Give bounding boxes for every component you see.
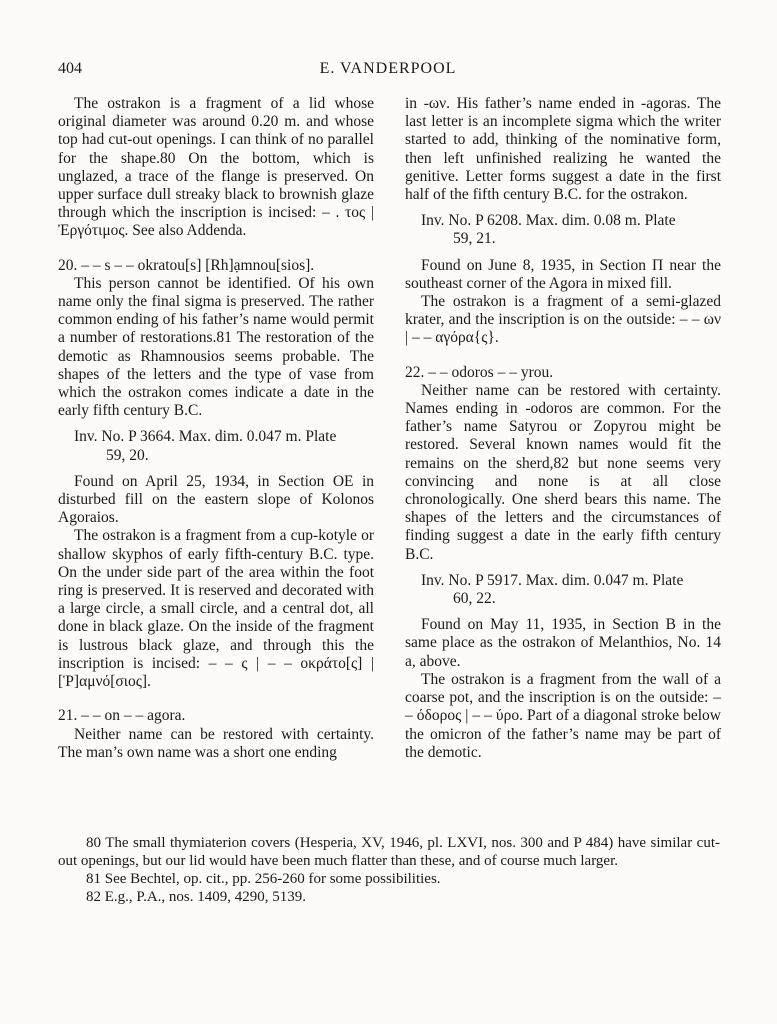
- page-number: 404: [58, 60, 82, 77]
- entry-21-description: The ostrakon is a fragment of a semi-glazed krater, and the inscription is on the outside: – – ων | – – αγόρα{ς}.: [405, 293, 721, 347]
- entry-21-inventory: Inv. No. P 6208. Max. dim. 0.08 m. Plate 59, 21.: [421, 212, 676, 248]
- page-header: [58, 60, 718, 82]
- entry-21-findspot: Found on June 8, 1935, in Section Π near the southeast corner of the Agora in mixed fill.: [405, 256, 721, 292]
- entry-20-discussion: This person cannot be identified. Of his own name only the final sigma is preserved. The rather common ending of his father’s name would permit a number of restorations.81 The restoration of the demotic as Rhamnousios seems probable. The shapes of the letters and the type of vase from which the ostrakon comes indicate a date in the early fifth century B.C.: [58, 274, 374, 420]
- footnotes: [58, 834, 720, 906]
- entry-22-description: The ostrakon is a fragment from the wall of a coarse pot, and the inscription is on the outside: – – όδορος | – – ύρο. Part of a diagonal stroke below the omicron of the father’s name may be part of the demotic.: [405, 670, 721, 761]
- entry-20-findspot: Found on April 25, 1934, in Section ΟΕ in disturbed fill on the eastern slope of Kolonos Agoraios.: [58, 472, 374, 527]
- running-title: E. VANDERPOOL: [319, 60, 457, 77]
- entry-number: 21.: [58, 707, 78, 725]
- footnote-80: 80 The small thymiaterion covers (Hesperia, XV, 1946, pl. LXVI, nos. 300 and P 484) have similar cut-out openings, but our lid would have been much flatter than these, and of course much larger.: [58, 835, 720, 869]
- entry-22-inventory: Inv. No. P 5917. Max. dim. 0.047 m. Plate 60, 22.: [421, 571, 684, 608]
- entry-number: 22.: [405, 363, 425, 381]
- entry-20-heading: [58, 257, 374, 275]
- entry-20-description: The ostrakon is a fragment from a cup-kotyle or shallow skyphos of early fifth-century B.C. type. On the under side part of the area within the foot ring is preserved. It is reserved and decorated with a large circle, a small circle, and a central dot, all done in black glaze. On the inside of the fragment is lustrous black glaze, and through this the inscription is incised: – – ς | – – οκράτο[ς] | [Ῥ]αμνό[σιος].: [58, 527, 374, 691]
- entry-22-heading: [405, 364, 721, 382]
- entry-22-findspot: Found on May 11, 1935, in Section Β in the same place as the ostrakon of Melanthios, No. 14 a, above.: [405, 616, 721, 670]
- right-column: [405, 95, 721, 762]
- footnote-82: 82 E.g., P.A., nos. 1409, 4290, 5139.: [86, 889, 307, 905]
- left-column: [58, 95, 374, 762]
- footnote-81: 81 See Bechtel, op. cit., pp. 256-260 for some possibilities.: [86, 871, 441, 887]
- entry-22-discussion: Neither name can be restored with certainty. Names ending in -odoros are common. For the father’s name Satyrou or Zopyrou might be restored. Several known names would fit the remains on the sherd,82 but none seems very convincing and none is at all close chronologically. One sherd bears this name. The shapes of the letters and the circumstances of finding suggest a date in the early fifth century B.C.: [405, 381, 721, 563]
- entry-number: 20.: [58, 256, 78, 274]
- paragraph-lid-description: The ostrakon is a fragment of a lid whose original diameter was around 0.20 m. and whose top had cut-out openings. I can think of no parallel for the shape.80 On the bottom, which is unglazed, a trace of the flange is preserved. On upper surface dull streaky black to brownish glaze through which the inscription is incised: – . τος | Ἐργότιμος. See also Addenda.: [58, 95, 374, 240]
- entry-21-heading: [58, 707, 374, 725]
- entry-20-inventory: Inv. No. P 3664. Max. dim. 0.047 m. Plate 59, 20.: [74, 428, 337, 464]
- entry-21-discussion-cont: in -ων. His father’s name ended in -agoras. The last letter is an incomplete sigma which the writer started to add, thinking of the nominative form, then left unfinished realizing he wanted the genitive. Letter forms suggest a date in the first half of the fifth century B.C. for the ostrakon.: [405, 95, 721, 204]
- entry-title: – – odoros – – yrou.: [428, 363, 554, 381]
- entry-title: – – on – – agora.: [81, 707, 186, 725]
- entry-title: – – s – – okratou[s] [Rh]ạmnou[sios].: [81, 256, 315, 274]
- entry-21-discussion-start: Neither name can be restored with certainty. The man’s own name was a short one ending: [58, 725, 374, 761]
